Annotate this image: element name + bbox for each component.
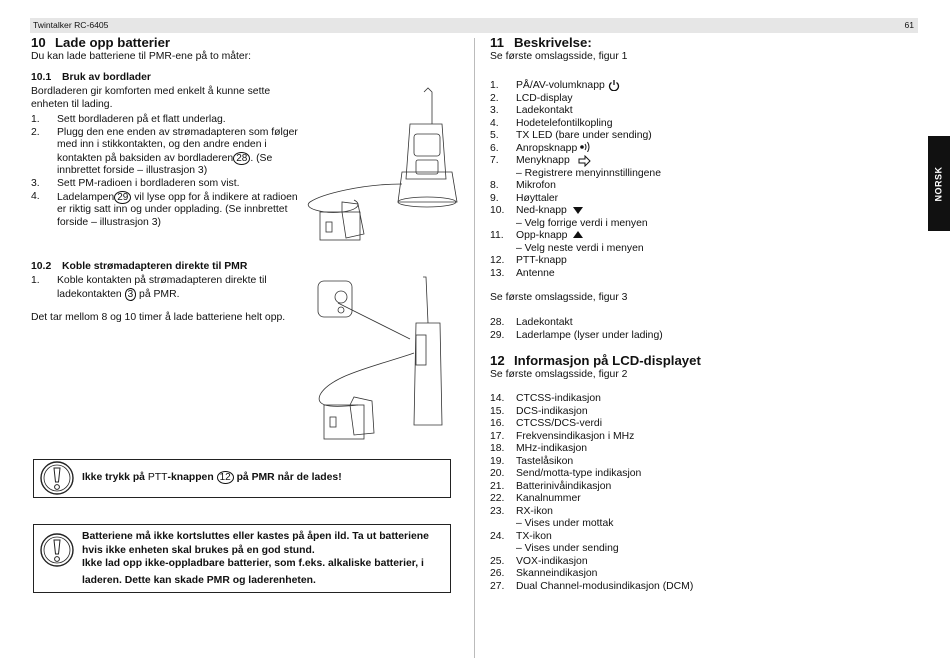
direct-charge-steps xyxy=(31,275,301,301)
list-item: 1. Koble kontakten på strømadapteren direkte til ladekontakten 3 på PMR. xyxy=(31,275,267,300)
header-title: Twintalker RC-6405 xyxy=(33,20,109,30)
warning-battery-text: Batteriene må ikke kortsluttes eller kastes på åpen ild. Ta ut batteriene hvis ikke enheten skal brukes på en god stund. Ikke lad opp ikke-oppladbare batterier, som f.eks. alkaliske batterier, i laderen. Dette kan skade PMR og laderenheten. xyxy=(82,531,429,586)
warning-ptt-text: Ikke trykk på PTT-knappen 12 på PMR når de lades! xyxy=(82,472,342,483)
list-item: 24. TX-ikon xyxy=(490,530,552,542)
page-number: 61 xyxy=(904,20,914,30)
list-item: 19. Tastelåsikon xyxy=(490,455,574,467)
list-item: 1. Sett bordladeren på et flatt underlag. xyxy=(31,114,226,125)
list-item: 2. LCD-display xyxy=(490,92,573,104)
section-12-title: 12 Informasjon på LCD-displayet xyxy=(490,353,701,368)
exclamation-warning-icon xyxy=(40,461,74,495)
list-item: 27. Dual Channel-modusindikasjon (DCM) xyxy=(490,580,694,592)
section-10-2-title: 10.2 Koble strømadapteren direkte til PMR xyxy=(31,261,248,272)
list-item: 26. Skanneindikasjon xyxy=(490,568,598,579)
list-item: 7. Menyknapp xyxy=(490,155,770,168)
direct-charge-illustration xyxy=(310,275,460,445)
list-item: 9. Høyttaler xyxy=(490,192,559,204)
list-item: 22. Kanalnummer xyxy=(490,493,581,504)
power-icon xyxy=(608,79,620,91)
list-item: 1. PÅ/AV-volumknapp xyxy=(490,80,770,93)
column-divider xyxy=(474,38,475,658)
description-list xyxy=(490,80,770,280)
list-item: 4. Ladelampen 29 vil lyse opp for å indikere at radioen er riktig satt inn og under opplading. (Se innbrettet forside – illustrasjon 3) xyxy=(31,190,298,228)
list-item: 8. Mikrofon xyxy=(490,180,556,191)
list-item: 3. Sett PM-radioen i bordladeren som vist. xyxy=(31,177,240,189)
lcd-info-list xyxy=(490,393,770,593)
down-triangle-icon xyxy=(573,207,583,215)
list-item: 13. Antenne xyxy=(490,267,555,279)
list-item: 21. Batterinivåindikasjon xyxy=(490,480,612,492)
call-signal-icon xyxy=(579,140,591,152)
charge-time-note: Det tar mellom 8 og 10 timer å lade batteriene helt opp. xyxy=(31,312,286,323)
list-item: 18. MHz-indikasjon xyxy=(490,443,588,454)
list-item: 29. Laderlampe (lyser under lading) xyxy=(490,329,663,341)
list-item: – Vises under sending xyxy=(516,543,619,554)
list-item: 15. DCS-indikasjon xyxy=(490,405,588,417)
up-triangle-icon xyxy=(573,231,583,239)
section-11-ref: Se første omslagsside, figur 1 xyxy=(490,51,628,62)
list-item: 3. Ladekontakt xyxy=(490,105,573,116)
figure3-list xyxy=(490,317,770,342)
section-11-ref3: Se første omslagsside, figur 3 xyxy=(490,292,628,303)
exclamation-warning-icon xyxy=(40,533,74,567)
charging-steps xyxy=(31,114,301,229)
list-item: – Vises under mottak xyxy=(516,518,614,529)
list-item: 5. TX LED (bare under sending) xyxy=(490,130,652,141)
list-item: 11. Opp-knapp xyxy=(490,230,770,243)
section-10-1-title: 10.1 Bruk av bordlader xyxy=(31,72,151,83)
list-item: 23. RX-ikon xyxy=(490,505,553,517)
list-item: 14. CTCSS-indikasjon xyxy=(490,393,601,404)
list-item: – Registrere menyinnstillingene xyxy=(516,167,661,179)
list-item: 4. Hodetelefontilkopling xyxy=(490,117,613,129)
list-item: – Velg forrige verdi i menyen xyxy=(516,217,648,229)
list-item: 10. Ned-knapp xyxy=(490,205,770,218)
warning-notice-ptt xyxy=(33,459,451,498)
section-11-title: 11 Beskrivelse: xyxy=(490,35,592,50)
section-10-intro: Du kan lade batteriene til PMR-ene på to måter: xyxy=(31,51,252,62)
list-item: 28. Ladekontakt xyxy=(490,317,573,328)
list-item: 12. PTT-knapp xyxy=(490,255,567,266)
list-item: – Velg neste verdi i menyen xyxy=(516,242,644,254)
section-10-1-text: Bordladeren gir komforten med enkelt å kunne sette enheten til lading. xyxy=(31,86,271,110)
list-item: 6. Anropsknapp xyxy=(490,143,770,156)
section-10-title: 10 Lade opp batterier xyxy=(31,35,171,50)
list-item: 17. Frekvensindikasjon i MHz xyxy=(490,430,635,442)
list-item: 16. CTCSS/DCS-verdi xyxy=(490,418,603,429)
language-tab: NORSK xyxy=(928,136,950,231)
menu-arrow-icon xyxy=(578,155,592,167)
warning-notice-battery xyxy=(33,524,451,593)
section-12-ref: Se første omslagsside, figur 2 xyxy=(490,369,628,380)
page-header xyxy=(30,18,918,33)
list-item: 25. VOX-indikasjon xyxy=(490,555,588,567)
desk-charger-illustration xyxy=(302,84,462,244)
list-item: 2. Plugg den ene enden av strømadapteren som følger med inn i stikkontakten, og den andre enden i kontakten på baksiden av bordladeren 28 . (Se innbrettet forside – illustrasjon 3) xyxy=(31,126,298,177)
list-item: 20. Send/motta-type indikasjon xyxy=(490,468,642,479)
